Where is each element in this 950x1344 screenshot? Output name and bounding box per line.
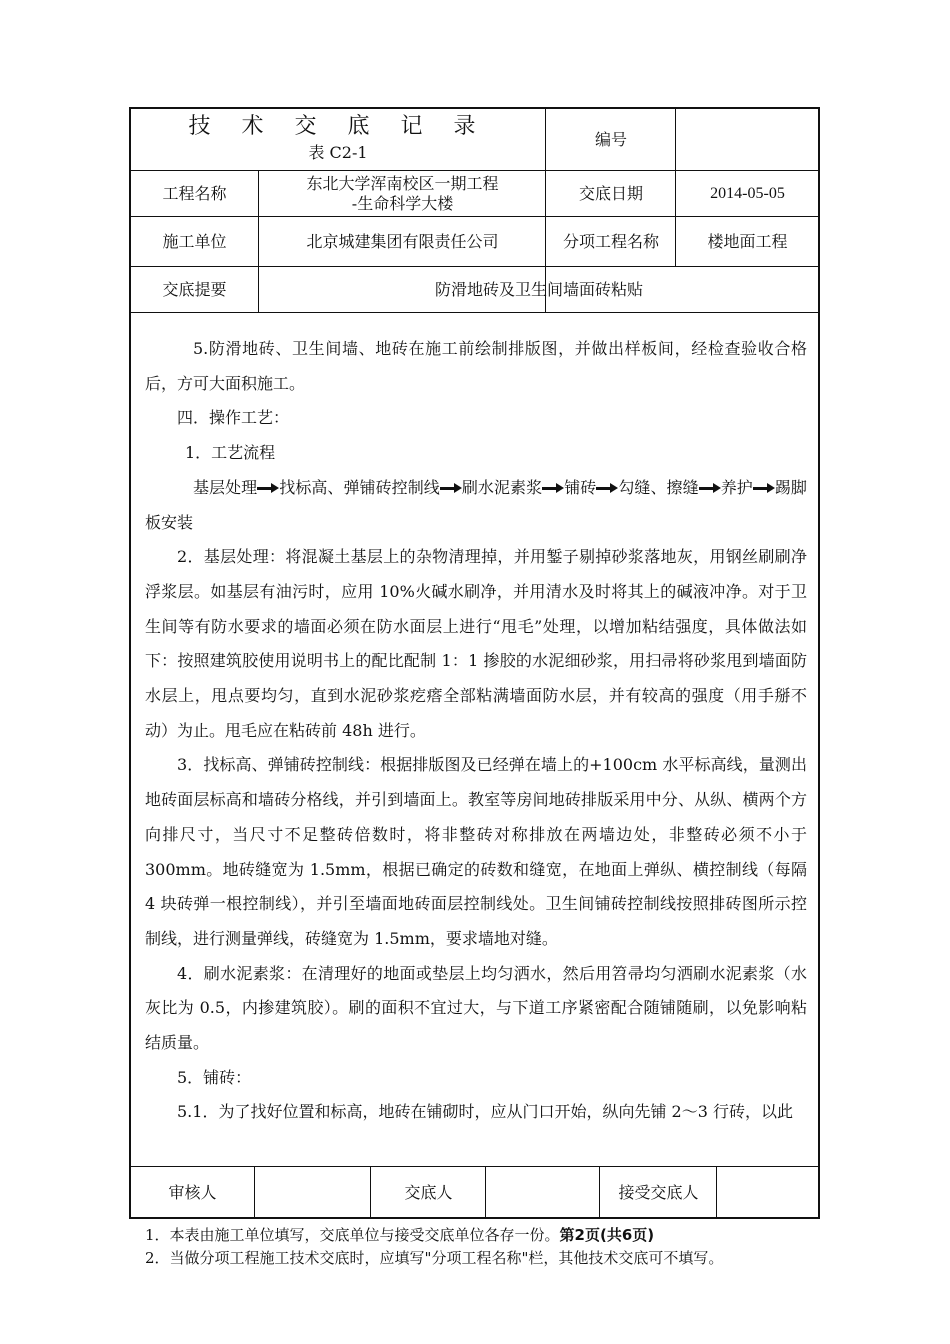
paragraph-cement-slurry: 4．刷水泥素浆：在清理好的地面或垫层上均匀洒水，然后用笤帚均匀洒刷水泥素浆（水灰比为 0.5，内掺建筑胶）。刷的面积不宜过大，与下道工序紧密配合随铺随刷，以免影响粘结质量。 (145, 963, 807, 1053)
contractor-label: 施工单位 (162, 231, 227, 251)
arrow-right-icon (753, 483, 775, 493)
page-indicator: 第2页(共6页) (559, 1226, 655, 1244)
arrow-right-icon (542, 483, 564, 493)
date-value: 2014-05-05 (710, 184, 785, 202)
paragraph-control-lines: 3．找标高、弹铺砖控制线：根据排版图及已经弹在墙上的+100cm 水平标高线，量测出地砖面层标高和墙砖分格线，并引到墙面上。教室等房间地砖排版采用中分、从纵、横两个方向排尺寸，当尺寸不足整砖倍数时，将非整砖对称排放在两墙边处，非整砖必须不小于 300mm。地砖缝宽为 1.5mm，根据已确定的砖数和缝宽，在地面上弹纵、横控制线（每隔 4 块砖弹一根控制线），并引至墙面地砖面层控制线处。卫生间铺砖控制线按照排砖图所示控制线，进行测量弹线，砖缝宽为 1.5mm，要求墙地对缝。 (145, 755, 807, 948)
note-1-text: 1．本表由施工单位填写，交底单位与接受交底单位各存一份。 (145, 1226, 560, 1244)
reviewer-signature-field[interactable] (256, 1167, 370, 1219)
receiver-label: 接受交底人 (618, 1183, 699, 1202)
project-name-value (260, 171, 545, 216)
col-divider (370, 1166, 371, 1219)
date-label: 交底日期 (578, 183, 643, 203)
section-heading-operation: 四．操作工艺： (177, 408, 290, 428)
flow-step: 铺砖 (564, 477, 597, 497)
arrow-right-icon (596, 483, 618, 493)
project-name-label: 工程名称 (162, 183, 227, 203)
note-1 (145, 1224, 845, 1247)
flow-step: 刷水泥素浆 (461, 477, 543, 497)
row-divider (129, 312, 820, 313)
process-flow (145, 471, 807, 540)
arrow-right-icon (699, 483, 721, 493)
subproject-label: 分项工程名称 (562, 231, 659, 251)
number-label: 编号 (594, 129, 627, 149)
reviewer-label: 审核人 (168, 1183, 217, 1202)
form-code: 表 C2-1 (308, 142, 368, 162)
project-name-line2: -生命科学大楼 (351, 193, 454, 213)
flow-step: 踢脚板安装 (145, 477, 807, 532)
flow-step: 找标高、弹铺砖控制线 (279, 477, 440, 497)
col-divider (599, 1166, 600, 1219)
paragraph-tiling-heading: 5．铺砖： (177, 1067, 252, 1087)
number-value (677, 109, 818, 170)
disclosure-content (145, 332, 807, 1130)
discloser-signature-field[interactable] (487, 1167, 599, 1219)
project-name-line1: 东北大学浑南校区一期工程 (306, 173, 499, 193)
subproject-value: 楼地面工程 (707, 231, 788, 251)
arrow-right-icon (257, 483, 279, 493)
col-divider (675, 107, 676, 266)
flow-step: 勾缝、擦缝 (618, 477, 699, 497)
discloser-label: 交底人 (404, 1183, 453, 1202)
flow-step: 养护 (720, 477, 753, 497)
note-2: 2．当做分项工程施工技术交底时，应填写"分项工程名称"栏，其他技术交底可不填写。 (145, 1249, 724, 1267)
form-title: 技 术 交 底 记 录 (188, 113, 488, 139)
form-title-block (131, 109, 545, 170)
paragraph-tiling-5-1: 5.1．为了找好位置和标高，地砖在铺砌时，应从门口开始，纵向先铺 2～3 行砖，以此 (177, 1102, 793, 1122)
contractor-value: 北京城建集团有限责任公司 (306, 231, 499, 251)
summary-label: 交底提要 (162, 279, 227, 299)
receiver-signature-field[interactable] (718, 1167, 818, 1219)
col-divider (254, 1166, 255, 1219)
paragraph-5: 5.防滑地砖、卫生间墙、地砖在施工前绘制排版图，并做出样板间，经检查验收合格后，方可大面积施工。 (145, 339, 807, 393)
col-divider (258, 170, 259, 312)
col-divider (716, 1166, 717, 1219)
col-divider (485, 1166, 486, 1219)
paragraph-base-treatment: 2．基层处理：将混凝土基层上的杂物清理掉，并用錾子剔掉砂浆落地灰，用钢丝刷刷净浮浆层。如基层有油污时，应用 10%火碱水刷净，并用清水及时将其上的碱液冲净。对于卫生间等有防水要求的墙面必须在防水面层上进行“甩毛”处理，以增加粘结强度，具体做法如下：按照建筑胶使用说明书上的配比配制 1：1 掺胶的水泥细砂浆，用扫帚将砂浆甩到墙面防水层上，甩点要均匀，直到水泥砂浆疙瘩全部粘满墙面防水层，并有较高的强度（用手掰不动）为止。甩毛应在粘砖前 48h 进行。 (145, 547, 807, 740)
flow-step: 基层处理 (193, 477, 258, 497)
subheading-process-flow: 1．工艺流程 (185, 443, 276, 463)
arrow-right-icon (440, 483, 462, 493)
form-notes (145, 1224, 845, 1270)
summary-value: 防滑地砖及卫生间墙面砖粘贴 (434, 279, 643, 299)
